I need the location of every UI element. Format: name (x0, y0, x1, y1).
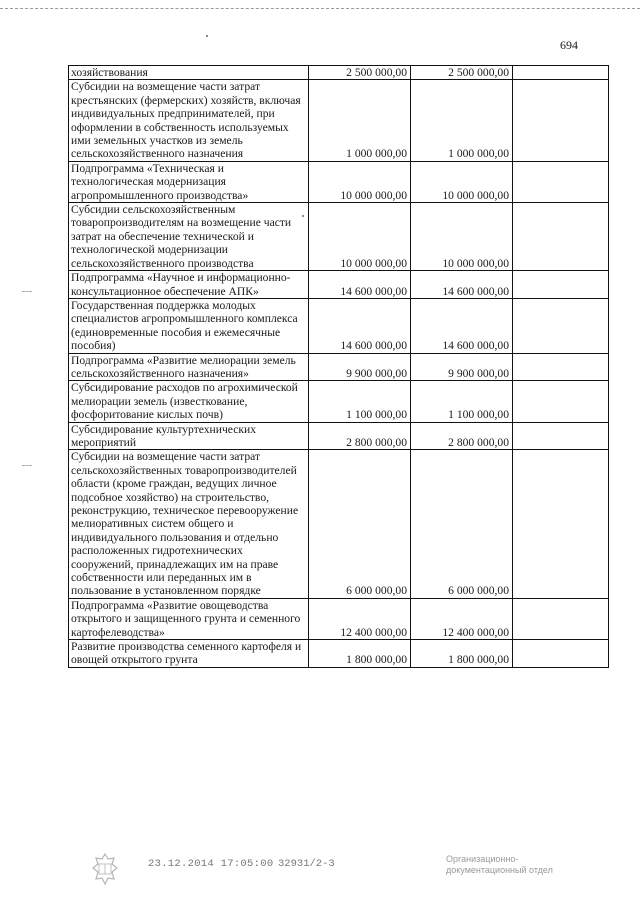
amount-cell: 10 000 000,00 (411, 203, 513, 271)
amount-cell: 6 000 000,00 (309, 450, 411, 598)
empty-cell (513, 161, 609, 202)
amount-cell: 2 500 000,00 (309, 66, 411, 80)
table-row (69, 271, 609, 299)
amount-cell: 10 000 000,00 (309, 203, 411, 271)
empty-cell (513, 203, 609, 271)
amount-cell: 14 600 000,00 (411, 271, 513, 299)
row-label: Подпрограмма «Научное и информационно-консультационное обеспечение АПК» (69, 271, 309, 299)
table-row (69, 381, 609, 422)
org-department-line-1: Организационно- (446, 854, 519, 864)
row-label: Субсидирование культуртехнических мероприятий (69, 422, 309, 450)
empty-cell (513, 640, 609, 668)
table-row (69, 598, 609, 639)
row-label: Подпрограмма «Развитие мелиорации земель сельскохозяйственного назначения» (69, 353, 309, 381)
table-row (69, 161, 609, 202)
empty-cell (513, 422, 609, 450)
row-label: Субсидирование расходов по агрохимической мелиорации земель (известкование, фосфоритование кислых почв) (69, 381, 309, 422)
amount-cell: 10 000 000,00 (411, 161, 513, 202)
margin-mark (22, 291, 32, 292)
empty-cell (513, 353, 609, 381)
page-footer (0, 852, 640, 892)
amount-cell: 6 000 000,00 (411, 450, 513, 598)
table-row (69, 640, 609, 668)
org-department-line-2: документационный отдел (446, 865, 553, 875)
empty-cell (513, 298, 609, 353)
amount-cell: 12 400 000,00 (309, 598, 411, 639)
amount-cell: 1 000 000,00 (411, 80, 513, 161)
amount-cell: 2 800 000,00 (309, 422, 411, 450)
amount-cell: 14 600 000,00 (411, 298, 513, 353)
row-label: хозяйствования (69, 66, 309, 80)
page-top-edge (0, 8, 640, 9)
amount-cell: 12 400 000,00 (411, 598, 513, 639)
margin-mark (22, 465, 32, 466)
budget-table (68, 65, 609, 668)
row-label: Субсидии на возмещение части затрат крестьянских (фермерских) хозяйств, включая индивидуальных предпринимателей, при оформлении в собственность используемых ими земельных участков из земель сельскохозяйственного назначения (69, 80, 309, 161)
empty-cell (513, 381, 609, 422)
amount-cell: 2 500 000,00 (411, 66, 513, 80)
row-label: Субсидии сельскохозяйственным товаропроизводителям на возмещение части затрат на обеспечение технической и технологической модернизации сельскохозяйственного производства (69, 203, 309, 271)
amount-cell: 9 900 000,00 (411, 353, 513, 381)
amount-cell: 1 000 000,00 (309, 80, 411, 161)
amount-cell: 1 800 000,00 (309, 640, 411, 668)
row-label: Подпрограмма «Техническая и технологическая модернизация агропромышленного производства» (69, 161, 309, 202)
amount-cell: 1 100 000,00 (309, 381, 411, 422)
row-label: Субсидии на возмещение части затрат сельскохозяйственных товаропроизводителей области (кроме граждан, ведущих личное подсобное хозяйство) на строительство, реконструкцию, техническое перевооружение мелиоративных систем общего и индивидуального пользования и отдельно расположенных гидротехнических сооружений, принадлежащих им на праве собственности или переданных им в пользование в установленном порядке (69, 450, 309, 598)
scan-speck (206, 35, 208, 37)
registration-datetime: 23.12.2014 17:05:00 (148, 858, 274, 870)
amount-cell: 10 000 000,00 (309, 161, 411, 202)
table-row (69, 450, 609, 598)
amount-cell: 1 100 000,00 (411, 381, 513, 422)
table-row (69, 66, 609, 80)
empty-cell (513, 598, 609, 639)
table-row (69, 298, 609, 353)
amount-cell: 14 600 000,00 (309, 298, 411, 353)
page-number: 694 (560, 38, 578, 52)
row-label: Развитие производства семенного картофеля и овощей открытого грунта (69, 640, 309, 668)
empty-cell (513, 450, 609, 598)
table-row (69, 80, 609, 161)
row-label: Подпрограмма «Развитие овощеводства открытого и защищенного грунта и семенного картофелеводства» (69, 598, 309, 639)
empty-cell (513, 66, 609, 80)
amount-cell: 9 900 000,00 (309, 353, 411, 381)
table-row (69, 203, 609, 271)
empty-cell (513, 271, 609, 299)
coat-of-arms-stamp-icon (90, 852, 120, 886)
table-row (69, 422, 609, 450)
empty-cell (513, 80, 609, 161)
amount-cell: 2 800 000,00 (411, 422, 513, 450)
amount-cell: 14 600 000,00 (309, 271, 411, 299)
row-label: Государственная поддержка молодых специалистов агропромышленного комплекса (единовременные пособия и ежемесячные пособия) (69, 298, 309, 353)
amount-cell: 1 800 000,00 (411, 640, 513, 668)
registration-code: 32931/2-3 (278, 858, 335, 870)
table-row (69, 353, 609, 381)
